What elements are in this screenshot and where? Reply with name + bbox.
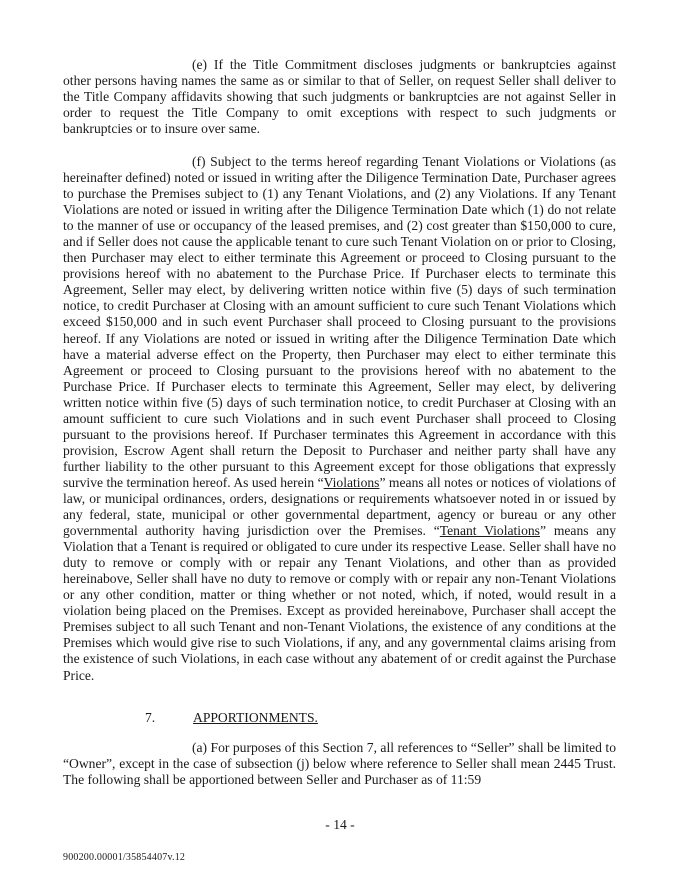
document-id: 900200.00001/35854407v.12 xyxy=(63,852,186,863)
section-title: APPORTIONMENTS. xyxy=(193,710,318,725)
page-number: - 14 - xyxy=(325,817,355,832)
defined-term-violations: Violations xyxy=(323,474,380,490)
paragraph-f-part2: ” means all notes or notices of violations of law, or municipal ordinances, orders, designations or requirements whatsoever noted in or issued by any federal, state, municipal or other governmental department, agency or bureau or any other governmental authority having jurisdiction over the Premises. “ xyxy=(63,474,616,539)
paragraph-f-part1: (f) Subject to the terms hereof regarding Tenant Violations or Violations (as hereinafter defined) noted or issued in writing after the Diligence Termination Date, Purchaser agrees to purchase the Premises subject to (1) any Tenant Violations, and (2) any Violations. If any Tenant Violations are noted or issued in writing after the Diligence Termination Date which (1) do not relate to the manner of use or occupancy of the leased premises, and (2) cost greater than $150,000 to cure, and if Seller does not cause the applicable tenant to cure such Tenant Violation on or prior to Closing, then Purchaser may elect to either terminate this Agreement or proceed to Closing pursuant to the provisions hereof with no abatement to the Purchase Price. If Purchaser elects to terminate this Agreement, Seller may elect, by delivering written notice within five (5) days of such termination notice, to credit Purchaser at Closing with an amount sufficient to cure such Tenant Violations which exceed $150,000 and in such event Purchaser shall proceed to Closing pursuant to the provisions hereof. If any Violations are noted or issued in writing after the Diligence Termination Date which have a material adverse effect on the Property, then Purchaser may elect to either terminate this Agreement or proceed to Closing pursuant to the provisions hereof with no abatement to the Purchase Price. If Purchaser elects to terminate this Agreement, Seller may elect, by delivering written notice within five (5) days of such termination notice, to credit Purchaser at Closing with an amount sufficient to cure such Violations and in such event Purchaser shall proceed to Closing pursuant to the provisions hereof. If Purchaser terminates this Agreement in accordance with this provision, Escrow Agent shall return the Deposit to Purchaser and neither party shall have any further liability to the other pursuant to this Agreement except for those obligations that expressly survive the termination hereof. As used herein “ xyxy=(63,154,616,490)
section-heading xyxy=(145,710,318,726)
paragraph-e: (e) If the Title Commitment discloses judgments or bankruptcies against other persons having names the same as or similar to that of Seller, on request Seller shall deliver to the Title Company affidavits showing that such judgments or bankruptcies are not against Seller in order to request the Title Company to omit exceptions with respect to such judgments or bankruptcies or to insure over same. xyxy=(63,57,616,137)
defined-term-tenant-violations: Tenant Violations xyxy=(439,523,540,539)
paragraph-a: (a) For purposes of this Section 7, all references to “Seller” shall be limited to “Owner”, except in the case of subsection (j) below where reference to Seller shall mean 2445 Trust. The following shall be apportioned between Seller and Purchaser as of 11:59 xyxy=(63,740,616,788)
paragraph-f-part3: ” means any Violation that a Tenant is required or obligated to cure under its respective Lease. Seller shall have no duty to remove or comply with or repair any Tenant Violations, and other than as provided hereinabove, Seller shall have no duty to remove or comply with or repair any non-Tenant Violations or any other condition, matter or thing whether or not noted, which, if noted, would result in a violation being placed on the Premises. Except as provided hereinabove, Purchaser shall accept the Premises subject to all such Tenant and non-Tenant Violations, the existence of any conditions at the Premises which would give rise to such Violations, if any, and any governmental claims arising from the existence of such Violations, in each case without any abatement of or credit against the Purchase Price. xyxy=(63,523,616,683)
paragraph-f xyxy=(63,154,616,684)
section-number: 7. xyxy=(145,710,156,725)
